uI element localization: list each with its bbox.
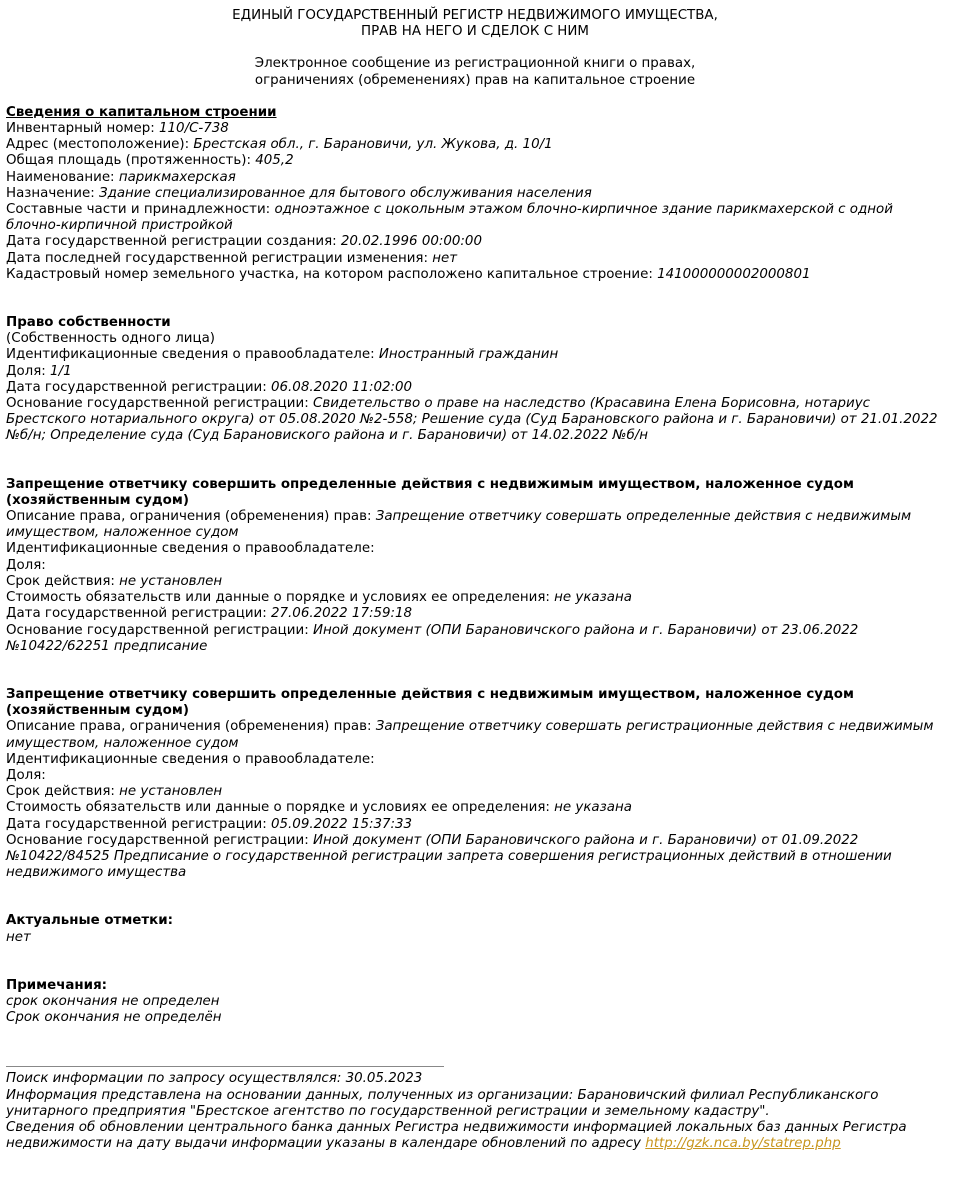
field-value: 110/C-738 [159,121,229,137]
field-label: Назначение: [6,185,99,201]
footer-updates-text: Сведения об обновлении центрального банка данных Регистра недвижимости информацией локальных баз данных Регистра недвижимости на дату выдачи информации указаны в календаре обновлений по адресу [6,1119,907,1152]
field-value: 27.06.2022 17:59:18 [271,606,413,622]
field-row [6,606,944,622]
field-value: 20.02.1996 00:00:00 [340,234,482,250]
field-label: Основание государственной регистрации: [6,832,313,848]
field-value: не указана [554,590,632,606]
field-row [6,251,944,267]
field-row [6,541,944,557]
field-label: Общая площадь (протяженность): [6,153,256,169]
field-value: Здание специализированное для бытового обслуживания населения [98,185,592,201]
field-label: Составные части и принадлежности: [6,202,275,218]
field-value: 06.08.2020 11:02:00 [271,379,413,395]
field-row [6,364,944,380]
field-value: 05.09.2022 15:37:33 [271,816,413,832]
notes-section [6,978,944,1027]
marks-heading: Актуальные отметки: [6,913,173,929]
field-value: Запрещение ответчику совершать регистрационные действия с недвижимым имуществом, наложенное судом [6,719,934,751]
field-row [6,509,944,541]
field-row [6,558,944,574]
field-row [6,590,944,606]
restriction-heading: Запрещение ответчику совершить определенные действия с недвижимым имуществом, наложенное судом (хозяйственным судом) [6,476,854,508]
field-label: Идентификационные сведения о правообладателе: [6,751,375,767]
field-row [6,800,944,816]
field-value: 141000000002000801 [657,266,811,282]
field-row [6,347,944,363]
statrep-link[interactable]: http://gzk.nca.by/statrep.php [645,1136,841,1152]
footer-updates [6,1120,944,1152]
field-row [6,170,944,186]
field-row [6,623,944,655]
field-value: одноэтажное с цокольным этажом блочно-кирпичное здание парикмахерской с одной блочно-кирпичной пристройкой [6,202,893,234]
field-value: не установлен [119,573,223,589]
field-label: Дата государственной регистрации: [6,379,271,395]
field-value: Иной документ (ОПИ Барановичского района и г. Барановичи) от 23.06.2022 №10422/62251 предписание [6,622,859,654]
field-value: Запрещение ответчику совершать определенные действия с недвижимым имуществом, наложенное судом [6,509,912,541]
field-row [6,153,944,169]
field-value: Брестская обл., г. Барановичи, ул. Жукова, д. 10/1 [193,137,553,153]
footer-search-date: Поиск информации по запросу осуществлялся: 30.05.2023 [6,1071,423,1087]
marks-value: нет [6,929,31,945]
field-value: Свидетельство о праве на наследство (Красавина Елена Борисовна, нотариус Брестского нотариального округа) от 05.08.2020 №2-558; Решение суда (Суд Барановского района и г. Барановичи) от 21.01.2022 №б/н; Определение суда (Суд Барановиского района и г. Барановичи) от 14.02.2022 №б/н [6,396,938,444]
field-label: Адрес (местоположение): [6,137,194,153]
footer-divider [6,1066,444,1067]
field-label: Инвентарный номер: [6,121,160,137]
field-label: Идентификационные сведения о правообладателе: [6,347,379,363]
field-label: Дата последней государственной регистрации изменения: [6,250,433,266]
notes-line: срок окончания не определен [6,993,220,1009]
field-value: Иностранный гражданин [378,347,559,363]
field-row [6,719,944,751]
field-value: не установлен [119,784,223,800]
field-value: 405,2 [255,153,294,169]
building-section [6,105,944,283]
field-value: парикмахерская [118,169,236,185]
field-row [6,186,944,202]
notes-heading: Примечания: [6,977,108,993]
field-row [6,752,944,768]
field-row [6,234,944,250]
footer-source: Информация представлена на основании данных, полученных из организации: Барановичский филиал Республиканского унитарного предприятия "Брестское агентство по государственной регистрации и земельному кадастру". [6,1087,879,1119]
field-row [6,267,944,283]
field-value: нет [432,250,458,266]
field-label: Дата государственной регистрации создания: [6,234,341,250]
ownership-heading: Право собственности [6,315,171,331]
restriction-section-1 [6,477,944,655]
field-row [6,396,944,445]
field-label: Идентификационные сведения о правообладателе: [6,541,375,557]
field-row [6,202,944,234]
field-label: Срок действия: [6,573,120,589]
field-label: Стоимость обязательств или данные о порядке и условиях ее определения: [6,590,555,606]
subtitle-line-2: ограничениях (обременениях) прав на капитальное строение [254,72,696,88]
subtitle-line-1: Электронное сообщение из регистрационной книги о правах, [254,56,696,72]
field-label: Кадастровый номер земельного участка, на котором расположено капитальное строение: [6,266,658,282]
field-label: Дата государственной регистрации: [6,816,271,832]
field-label: Описание права, ограничения (обременения) прав: [6,719,376,735]
title-line-2: ПРАВ НА НЕГО И СДЕЛОК С НИМ [361,24,589,40]
field-label: Доля: [6,767,46,783]
field-row [6,121,944,137]
document-title [6,8,944,40]
field-value: 1/1 [50,363,72,379]
building-heading: Сведения о капитальном строении [6,104,277,120]
document-subtitle [6,56,944,88]
field-label: Стоимость обязательств или данные о порядке и условиях ее определения: [6,800,555,816]
field-value: не указана [554,800,632,816]
notes-line: Срок окончания не определён [6,1010,222,1026]
field-label: Доля: [6,363,51,379]
field-label: Срок действия: [6,784,120,800]
field-label: Описание права, ограничения (обременения) прав: [6,509,376,525]
field-row [6,784,944,800]
field-row [6,380,944,396]
field-label: Дата государственной регистрации: [6,606,271,622]
field-row [6,768,944,784]
field-label: Основание государственной регистрации: [6,622,313,638]
field-label: Наименование: [6,169,119,185]
field-row [6,817,944,833]
footer [6,1071,944,1152]
field-label: Основание государственной регистрации: [6,396,313,412]
field-row [6,574,944,590]
field-value: Иной документ (ОПИ Барановичского района и г. Барановичи) от 01.09.2022 №10422/84525 Предписание о государственной регистрации запрета совершения регистрационных действий в отношении недвижимого имущества [6,832,892,881]
restriction-heading: Запрещение ответчику совершить определенные действия с недвижимым имуществом, наложенное судом (хозяйственным судом) [6,686,854,719]
ownership-subheading: (Собственность одного лица) [6,331,216,347]
field-row [6,137,944,153]
ownership-section [6,315,944,445]
marks-section [6,913,944,945]
field-row [6,833,944,882]
field-label: Доля: [6,557,46,573]
restriction-section-2 [6,687,944,881]
title-line-1: ЕДИНЫЙ ГОСУДАРСТВЕННЫЙ РЕГИСТР НЕДВИЖИМОГО ИМУЩЕСТВА, [232,8,718,23]
